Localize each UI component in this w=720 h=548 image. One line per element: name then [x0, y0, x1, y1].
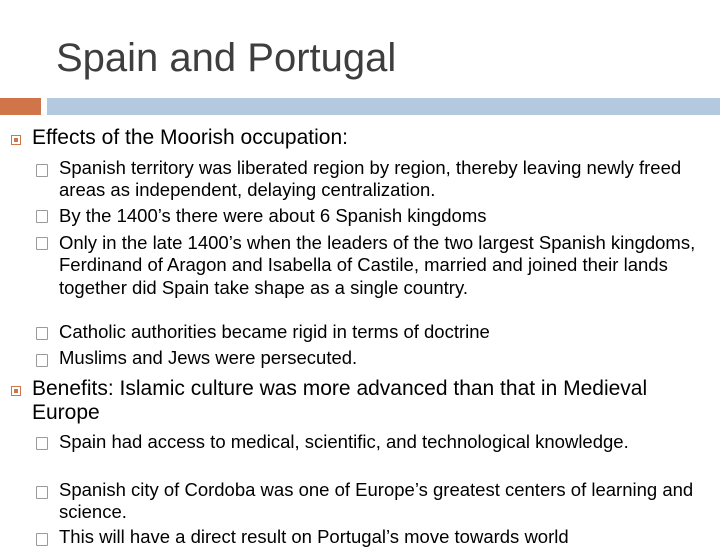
bullet-text: Benefits: Islamic culture was more advanced than that in Medieval Europe — [32, 377, 648, 424]
accent-bar-orange — [0, 98, 41, 115]
sub-bullet-icon — [36, 237, 48, 250]
sub-bullet-icon — [36, 164, 48, 177]
bullet-text: Effects of the Moorish occupation: — [32, 126, 348, 149]
sub-bullet-icon — [36, 486, 48, 499]
sub-bullet-text: Muslims and Jews were persecuted. — [59, 347, 358, 368]
sub-bullet-icon — [36, 210, 48, 223]
sub-bullet-text: Spanish territory was liberated region by region, thereby leaving newly freed areas as independent, delaying centralization. — [59, 157, 682, 201]
sub-bullet-text: Spain had access to medical, scientific, and technological knowledge. — [59, 431, 629, 452]
sub-bullet-text: This will have a direct result on Portugal’s move towards world — [59, 526, 569, 547]
slide-title: Spain and Portugal — [56, 36, 397, 80]
accent-bar-blue — [47, 98, 720, 115]
sub-bullet-icon — [36, 327, 48, 340]
sub-bullet-text: Only in the late 1400’s when the leaders of the two largest Spanish kingdoms, Ferdinand of Aragon and Isabella of Castile, married and joined their lands together did Spain take shape as a single country. — [59, 232, 696, 298]
sub-bullet-icon — [36, 354, 48, 367]
sub-bullet-text: By the 1400’s there were about 6 Spanish kingdoms — [59, 205, 487, 226]
sub-bullet-text: Catholic authorities became rigid in terms of doctrine — [59, 321, 490, 342]
sub-bullet-text: Spanish city of Cordoba was one of Europe’s greatest centers of learning and science. — [59, 479, 694, 523]
main-bullet-icon — [11, 386, 21, 396]
sub-bullet-icon — [36, 437, 48, 450]
main-bullet-icon — [11, 135, 21, 145]
